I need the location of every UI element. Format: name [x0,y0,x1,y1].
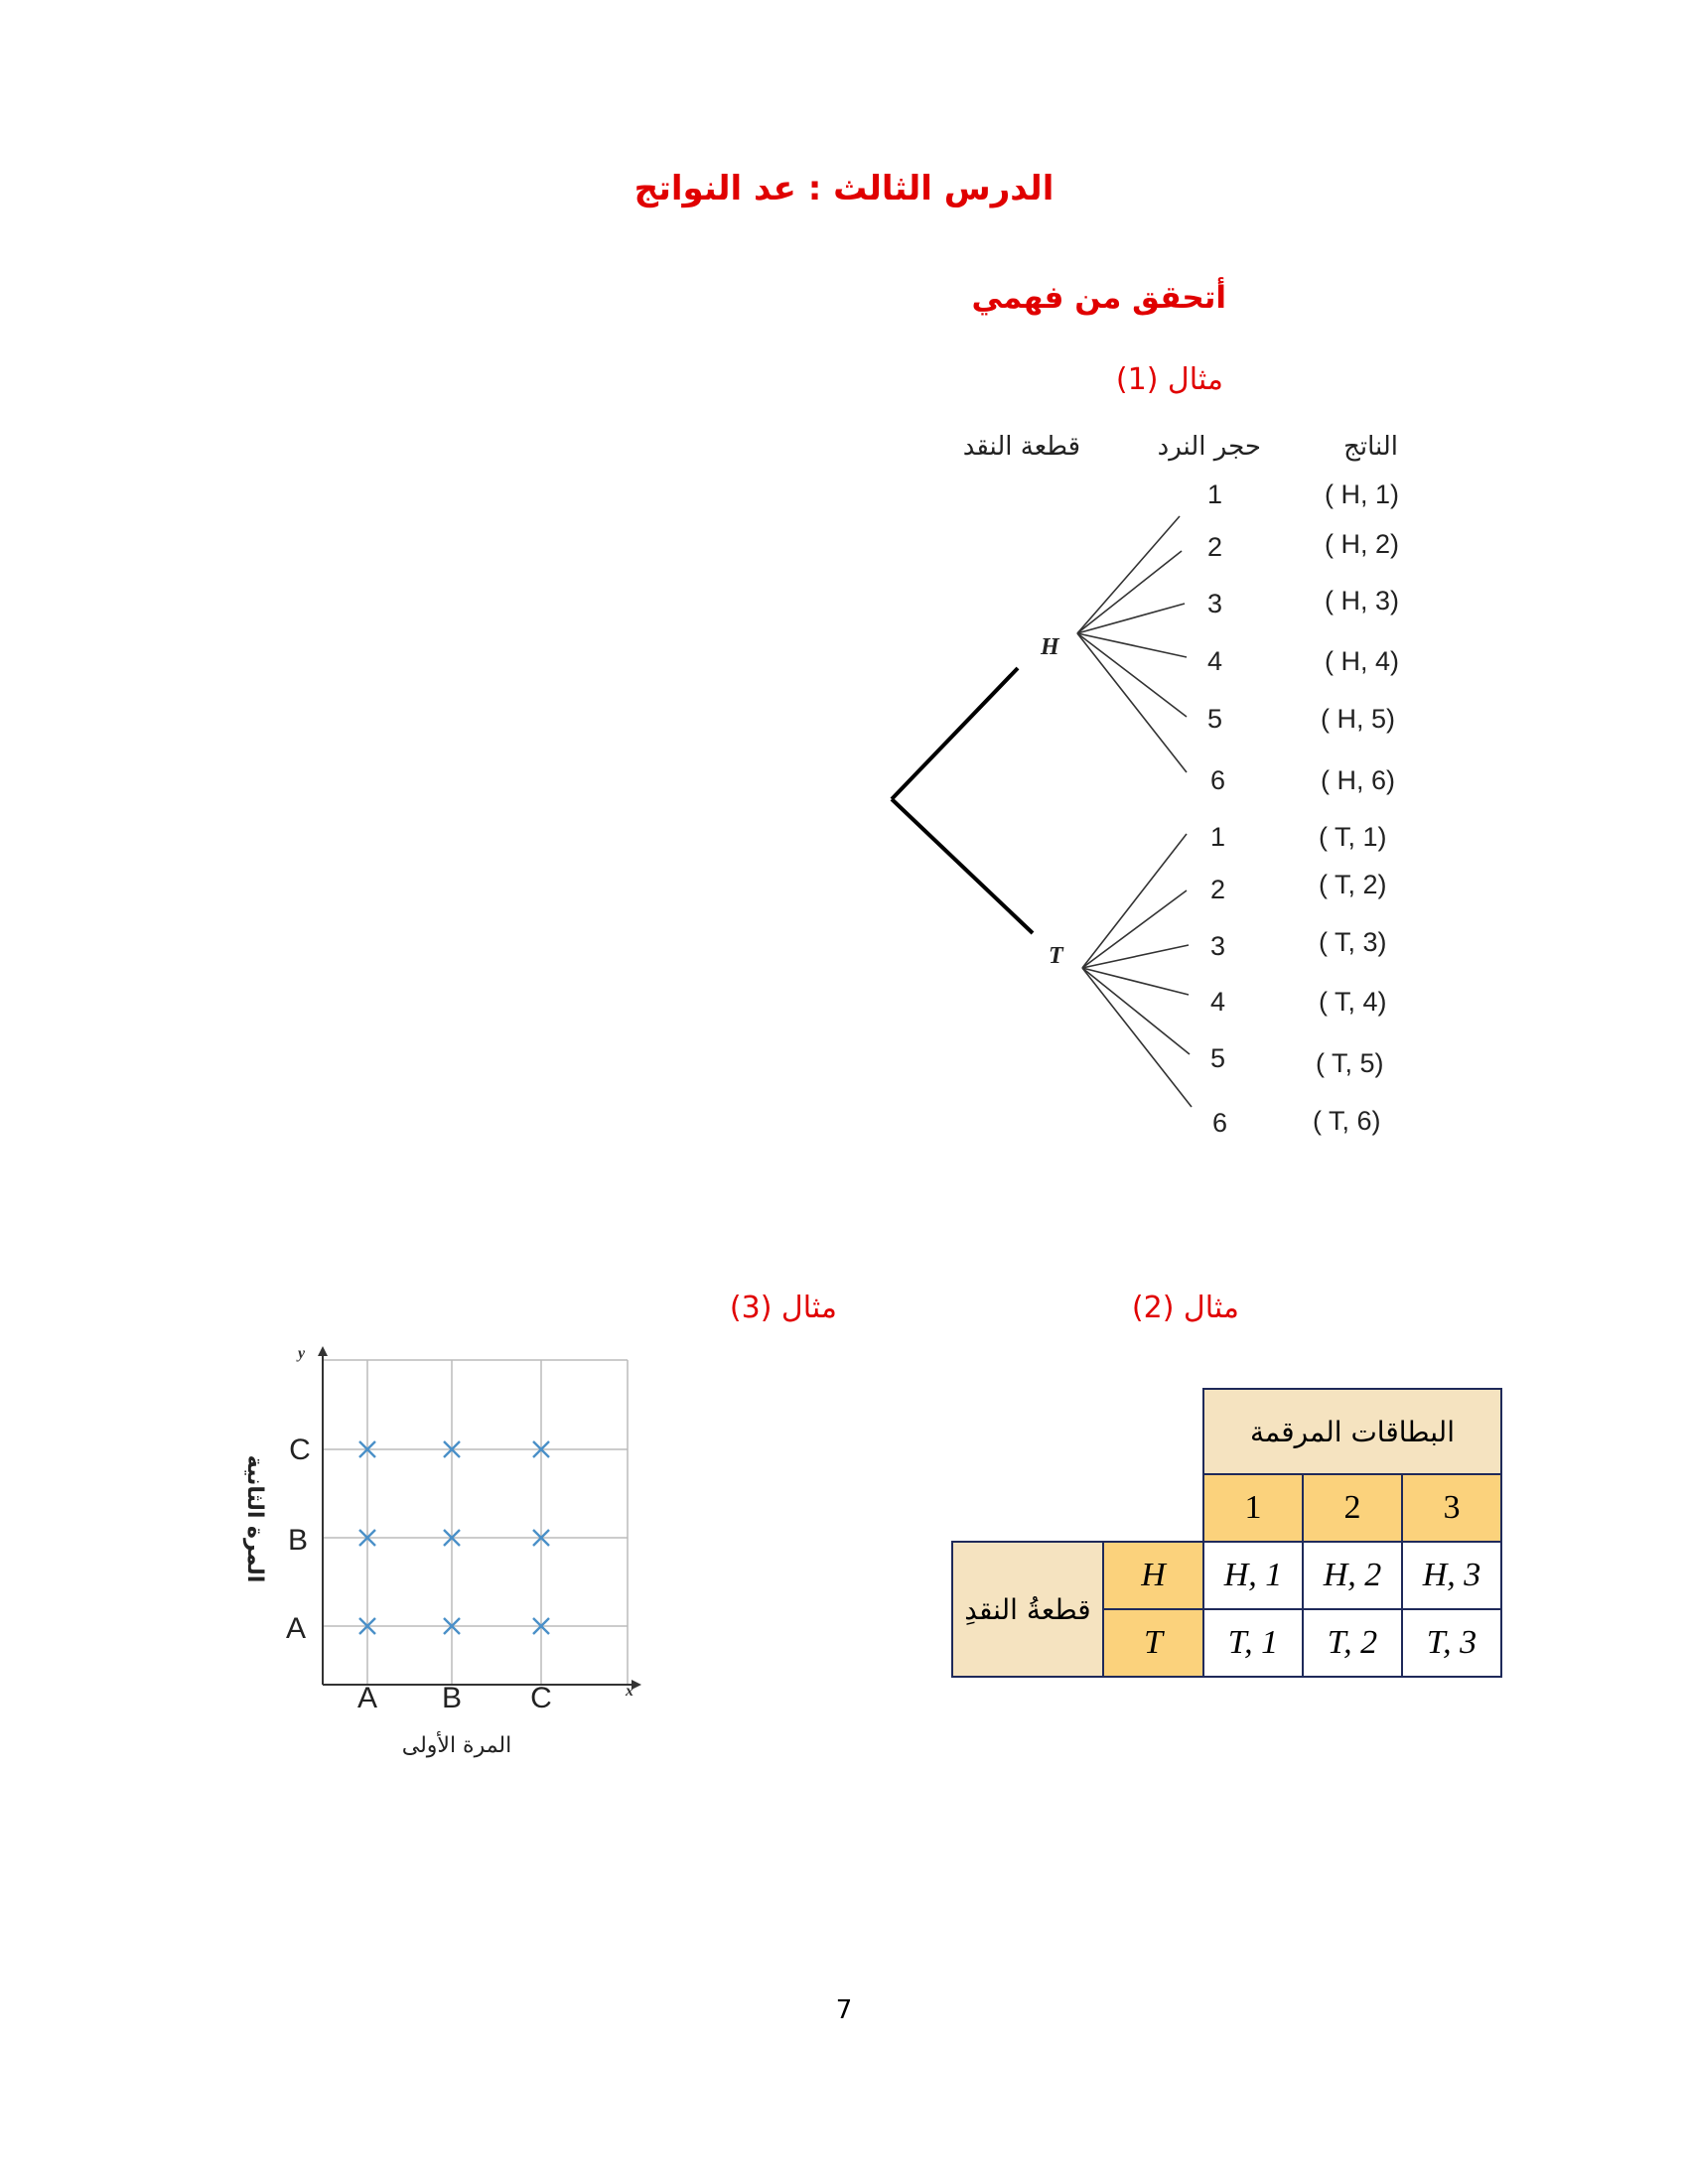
die-H-6: 6 [1210,765,1226,795]
outcome-T-5: ( T, 5) [1316,1048,1384,1078]
outcome-T-6: ( T, 6) [1313,1106,1381,1136]
die-H-5: 5 [1207,704,1223,734]
outcome-H-1: ( H, 1) [1325,479,1400,509]
y-tick-C: C [289,1433,311,1466]
tree-header-die: حجر النرد [1157,432,1261,462]
outcome-H-4: ( H, 4) [1325,646,1400,676]
outcome-H-2: ( H, 2) [1325,529,1400,559]
table-header-cards: البطاقات المرقمة [1203,1389,1501,1474]
outcome-T-3: ( T, 3) [1319,927,1387,957]
outcome-T-1: ( T, 1) [1319,822,1387,852]
die-T-2: 2 [1210,875,1226,904]
die-T-5: 5 [1210,1043,1226,1073]
y-axis-name: y [298,1345,306,1362]
example-3-label: مثال (3) [729,1291,837,1325]
table-cell-H-1: H, 1 [1203,1542,1303,1609]
outcome-H-3: ( H, 3) [1325,586,1400,615]
tree-header-outcome: الناتج [1343,432,1398,462]
example-1-label: مثال (1) [1115,362,1223,397]
page-title: الدرس الثالث : عد النواتج [633,169,1055,208]
outcome-H-6: ( H, 6) [1321,765,1396,795]
die-T-3: 3 [1210,931,1226,961]
die-T-4: 4 [1210,987,1226,1017]
coin-T-label: T [1049,943,1063,969]
x-axis-label: المرة الأولى [401,1733,512,1758]
die-H-4: 4 [1207,646,1223,676]
grid-lines [323,1360,628,1685]
die-H-3: 3 [1207,589,1223,618]
page-number: 7 [835,1995,853,2025]
table-cell-H-3: H, 3 [1402,1542,1501,1609]
outcome-T-4: ( T, 4) [1319,987,1387,1017]
table-cell-T-2: T, 2 [1303,1609,1402,1677]
y-tick-A: A [285,1612,307,1645]
y-axis-label: المرة الثانية [242,1454,267,1583]
y-tick-B: B [287,1524,309,1557]
table-row-T-label: T [1103,1609,1203,1677]
table-row-header-coin: قطعةُ النقدِ [952,1542,1103,1677]
table-col-3: 3 [1402,1474,1501,1542]
die-T-1: 1 [1210,822,1226,852]
y-axis-arrow [318,1346,328,1356]
coin-H-label: H [1041,634,1059,660]
x-tick-C: C [530,1682,552,1714]
die-H-1: 1 [1207,479,1223,509]
table-cell-H-2: H, 2 [1303,1542,1402,1609]
die-T-6: 6 [1212,1108,1228,1138]
tree-header-coin: قطعة النقد [962,432,1080,462]
outcome-T-2: ( T, 2) [1319,870,1387,899]
example-2-label: مثال (2) [1131,1291,1239,1325]
x-tick-B: B [441,1682,463,1714]
table-row-H-label: H [1103,1542,1203,1609]
outcome-H-5: ( H, 5) [1321,704,1396,734]
table-cell-T-1: T, 1 [1203,1609,1303,1677]
table-col-1: 1 [1203,1474,1303,1542]
table-cell-T-3: T, 3 [1402,1609,1501,1677]
check-understanding-heading: أتحقق من فهمي [971,280,1226,316]
table-col-2: 2 [1303,1474,1402,1542]
die-H-2: 2 [1207,532,1223,562]
x-tick-A: A [356,1682,378,1714]
x-axis-name: x [626,1683,633,1700]
